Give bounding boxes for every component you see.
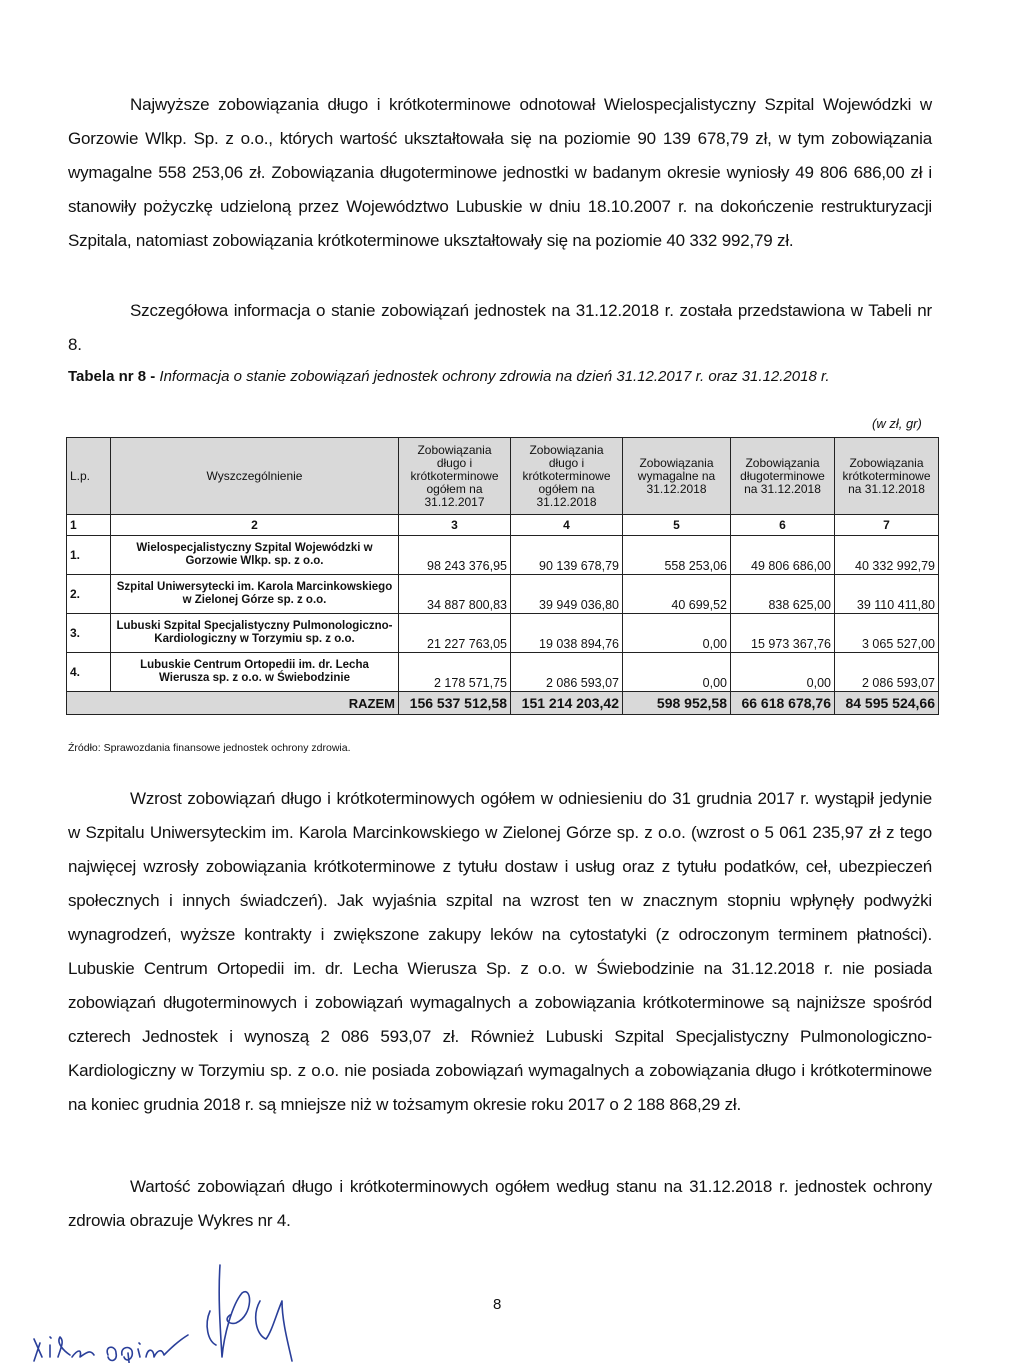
row-total-2018: 90 139 678,79: [511, 536, 623, 575]
header-long-term-2018: Zobowiązania długoterminowe na 31.12.2018: [731, 438, 835, 515]
row-total-2017: 34 887 800,83: [399, 575, 511, 614]
row-entity-name: Lubuski Szpital Specjalistyczny Pulmonologiczno-Kardiologiczny w Torzymiu sp. z o.o.: [111, 614, 399, 653]
header-description: Wyszczególnienie: [111, 438, 399, 515]
column-number: 7: [835, 515, 939, 536]
row-total-2017: 21 227 763,05: [399, 614, 511, 653]
table-caption: [68, 368, 830, 385]
row-total-2018: 39 949 036,80: [511, 575, 623, 614]
row-entity-name: Szpital Uniwersytecki im. Karola Marcinkowskiego w Zielonej Górze sp. z o.o.: [111, 575, 399, 614]
paragraph-liabilities-gorzow: Najwyższe zobowiązania długo i krótkoterminowe odnotował Wielospecjalistyczny Szpital Wojewódzki w Gorzowie Wlkp. Sp. z o.o., których wartość ukształtowała się na poziomie 90 139 678,79 zł, w tym zobowiązania wymagalne 558 253,06 zł. Zobowiązania długoterminowe jednostki w badanym okresie wyniosły 49 806 686,00 zł i stanowiły pożyczkę udzieloną przez Województwo Lubuskie w dniu 18.10.2007 r. na dokończenie restrukturyzacji Szpitala, natomiast zobowiązania krótkoterminowe ukształtowały się na poziomie 40 332 992,79 zł.: [68, 95, 932, 250]
table-row: [67, 575, 939, 614]
table-header-row: [67, 438, 939, 515]
total-long-term-2018: 66 618 678,76: [731, 692, 835, 715]
total-label: RAZEM: [67, 692, 399, 715]
page-number: 8: [493, 1296, 502, 1313]
row-due-2018: 0,00: [623, 653, 731, 692]
table-caption-title: Informacja o stanie zobowiązań jednostek ochrony zdrowia na dzień 31.12.2017 r. oraz 31.12.2018 r.: [159, 368, 830, 385]
row-short-term-2018: 2 086 593,07: [835, 653, 939, 692]
row-lp: 1.: [67, 536, 111, 575]
row-lp: 4.: [67, 653, 111, 692]
total-2017: 156 537 512,58: [399, 692, 511, 715]
handwritten-signature: [20, 1245, 320, 1363]
table-row: [67, 614, 939, 653]
column-number: 5: [623, 515, 731, 536]
column-number-row: [67, 515, 939, 536]
row-total-2017: 98 243 376,95: [399, 536, 511, 575]
table-row: [67, 536, 939, 575]
column-number: 6: [731, 515, 835, 536]
header-due-2018: Zobowiązania wymagalne na 31.12.2018: [623, 438, 731, 515]
column-number: 1: [67, 515, 111, 536]
table-total-row: [67, 692, 939, 715]
liabilities-table: [66, 437, 939, 715]
row-short-term-2018: 39 110 411,80: [835, 575, 939, 614]
row-lp: 3.: [67, 614, 111, 653]
paragraph-table-reference: Szczegółowa informacja o stanie zobowiązań jednostek na 31.12.2018 r. została przedstawiona w Tabeli nr 8.: [68, 301, 932, 354]
table-unit: (w zł, gr): [872, 416, 922, 431]
paragraph-increase-analysis: Wzrost zobowiązań długo i krótkoterminowych ogółem w odniesieniu do 31 grudnia 2017 r. wystąpił jedynie w Szpitalu Uniwersyteckim im. Karola Marcinkowskiego w Zielonej Górze sp. z o.o. (wzrost o 5 061 235,97 zł z tego najwięcej wzrosły zobowiązania krótkoterminowe z tytułu dostaw i usług oraz z tytułu podatków, ceł, ubezpieczeń społecznych i innych świadczeń). Jak wyjaśnia szpital na wzrost ten w znacznym stopniu wpłynęły podwyżki wynagrodzeń, wyższe kontrakty i zwiększone zakupy leków na cytostatyki (z odroczonym terminem płatności). Lubuskie Centrum Ortopedii im. dr. Lecha Wierusza Sp. z o.o. w Świebodzinie na 31.12.2018 r. nie posiada zobowiązań długoterminowych i zobowiązań wymagalnych a zobowiązania krótkoterminowe są najniższe spośród czterech Jednostek i wynoszą 2 086 593,07 zł. Również Lubuski Szpital Specjalistyczny Pulmonologiczno-Kardiologiczny w Torzymiu sp. z o.o. nie posiada zobowiązań wymagalnych a zobowiązania długo i krótkoterminowe na koniec grudnia 2018 r. są mniejsze niż w tożsamym okresie roku 2017 o 2 188 868,29 zł.: [68, 789, 932, 1114]
paragraph-chart-reference: Wartość zobowiązań długo i krótkoterminowych ogółem według stanu na 31.12.2018 r. jednostek ochrony zdrowia obrazuje Wykres nr 4.: [68, 1177, 932, 1230]
row-due-2018: 558 253,06: [623, 536, 731, 575]
table-source-note: Źródło: Sprawozdania finansowe jednostek ochrony zdrowia.: [68, 742, 351, 754]
header-short-term-2018: Zobowiązania krótkoterminowe na 31.12.2018: [835, 438, 939, 515]
header-lp: L.p.: [67, 438, 111, 515]
total-short-term-2018: 84 595 524,66: [835, 692, 939, 715]
row-long-term-2018: 0,00: [731, 653, 835, 692]
row-long-term-2018: 838 625,00: [731, 575, 835, 614]
column-number: 3: [399, 515, 511, 536]
table-caption-label: Tabela nr 8 -: [68, 368, 156, 385]
header-total-2017: Zobowiązania długo i krótkoterminowe ogółem na 31.12.2017: [399, 438, 511, 515]
row-short-term-2018: 3 065 527,00: [835, 614, 939, 653]
row-total-2018: 19 038 894,76: [511, 614, 623, 653]
row-long-term-2018: 15 973 367,76: [731, 614, 835, 653]
table-row: [67, 653, 939, 692]
row-total-2018: 2 086 593,07: [511, 653, 623, 692]
column-number: 4: [511, 515, 623, 536]
column-number: 2: [111, 515, 399, 536]
row-long-term-2018: 49 806 686,00: [731, 536, 835, 575]
total-due-2018: 598 952,58: [623, 692, 731, 715]
row-short-term-2018: 40 332 992,79: [835, 536, 939, 575]
header-total-2018: Zobowiązania długo i krótkoterminowe ogółem na 31.12.2018: [511, 438, 623, 515]
row-due-2018: 0,00: [623, 614, 731, 653]
row-entity-name: Lubuskie Centrum Ortopedii im. dr. Lecha Wierusza sp. z o.o. w Świebodzinie: [111, 653, 399, 692]
row-entity-name: Wielospecjalistyczny Szpital Wojewódzki w Gorzowie Wlkp. sp. z o.o.: [111, 536, 399, 575]
total-2018: 151 214 203,42: [511, 692, 623, 715]
row-due-2018: 40 699,52: [623, 575, 731, 614]
row-lp: 2.: [67, 575, 111, 614]
row-total-2017: 2 178 571,75: [399, 653, 511, 692]
